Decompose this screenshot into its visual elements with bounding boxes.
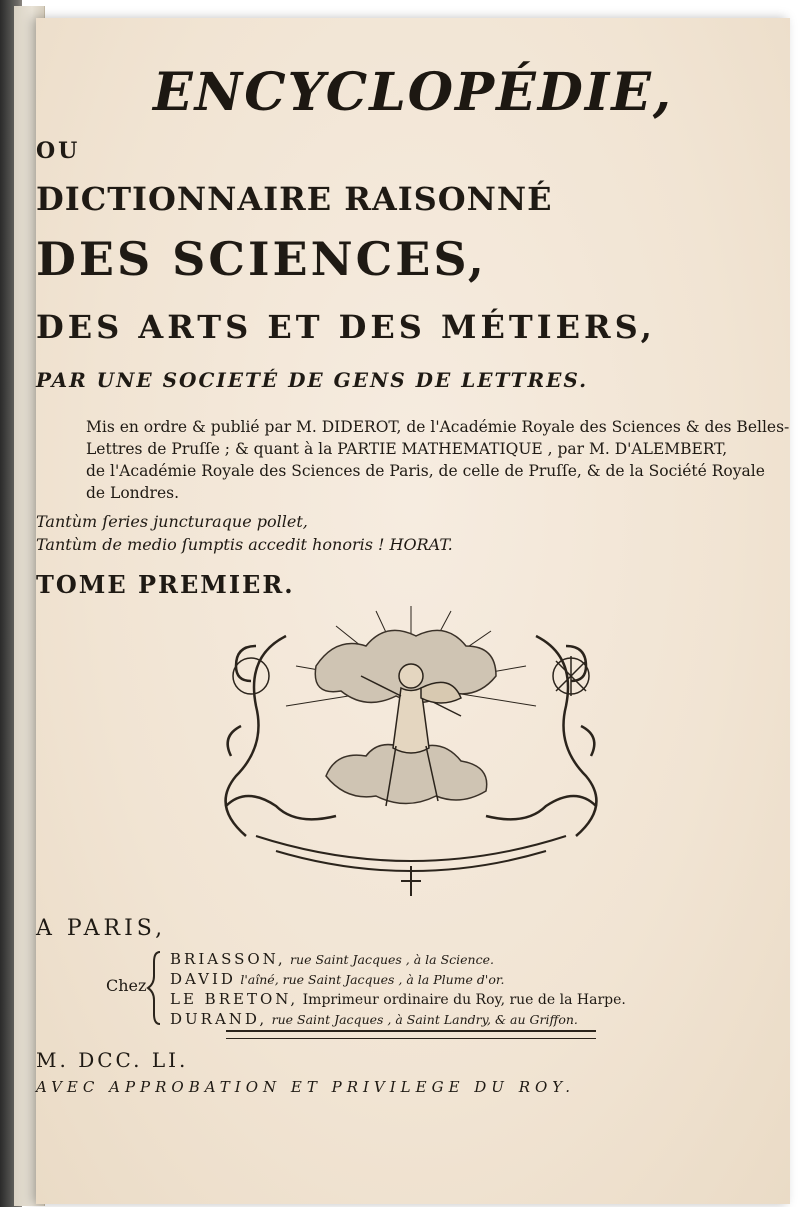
- seller-name: BRIASSON,: [170, 950, 286, 968]
- seller-address: Imprimeur ordinaire du Roy, rue de la Harpe.: [302, 992, 626, 1008]
- seller-address: rue Saint Jacques , à Saint Landry, & au Griffon.: [271, 1012, 578, 1027]
- seller-row: [170, 950, 750, 970]
- seller-address: rue Saint Jacques , à la Science.: [290, 952, 494, 967]
- double-rule: [226, 1030, 596, 1039]
- editors-line: de Londres.: [86, 484, 180, 502]
- approbation-line: AVEC APPROBATION ET PRIVILEGE DU ROY.: [36, 1078, 576, 1096]
- quote-line: Tantùm de medio ſumptis accedit honoris ! HORAT.: [36, 535, 453, 554]
- seller-address: l'aîné, rue Saint Jacques , à la Plume d'or.: [240, 972, 505, 987]
- horace-quote: [36, 510, 790, 556]
- editors-line: Lettres de Pruſſe ; & quant à la PARTIE MATHEMATIQUE , par M. D'ALEMBERT,: [86, 440, 728, 458]
- seller-name: DAVID: [170, 970, 236, 988]
- subtitle-sciences: DES SCIENCES,: [36, 232, 487, 286]
- city-line: A PARIS,: [36, 916, 167, 941]
- ou-line: OU: [36, 138, 81, 164]
- sellers-block: [106, 950, 746, 1026]
- curly-brace: [146, 950, 164, 1026]
- main-title: ENCYCLOPÉDIE,: [153, 62, 673, 123]
- sellers-list: [170, 950, 750, 1030]
- quote-line: Tantùm ſeries juncturaque pollet,: [36, 512, 308, 531]
- subtitle-dictionnaire: DICTIONNAIRE RAISONNÉ: [36, 180, 553, 218]
- engraved-vignette: [196, 606, 626, 906]
- title-page: [36, 18, 790, 1204]
- editors-paragraph: [86, 416, 790, 504]
- editors-line: de l'Académie Royale des Sciences de Paris, de celle de Pruſſe, & de la Société Royale: [86, 462, 765, 480]
- tome-label: TOME PREMIER.: [36, 570, 295, 599]
- seller-row: [170, 1010, 750, 1030]
- seller-row: [170, 990, 750, 1010]
- societe-line: PAR UNE SOCIETÉ DE GENS DE LETTRES.: [36, 368, 589, 392]
- chez-label: Chez: [106, 976, 147, 995]
- editors-line: Mis en ordre & publié par M. DIDEROT, de l'Académie Royale des Sciences & des Belles-: [86, 418, 790, 436]
- seller-name: DURAND,: [170, 1010, 268, 1028]
- subtitle-arts-metiers: DES ARTS ET DES MÉTIERS,: [36, 308, 656, 346]
- garland: [256, 836, 566, 896]
- seller-row: [170, 970, 750, 990]
- right-scrollwork: [486, 636, 596, 836]
- seller-name: LE BRETON,: [170, 990, 299, 1008]
- publication-date: M. DCC. LI.: [36, 1048, 189, 1072]
